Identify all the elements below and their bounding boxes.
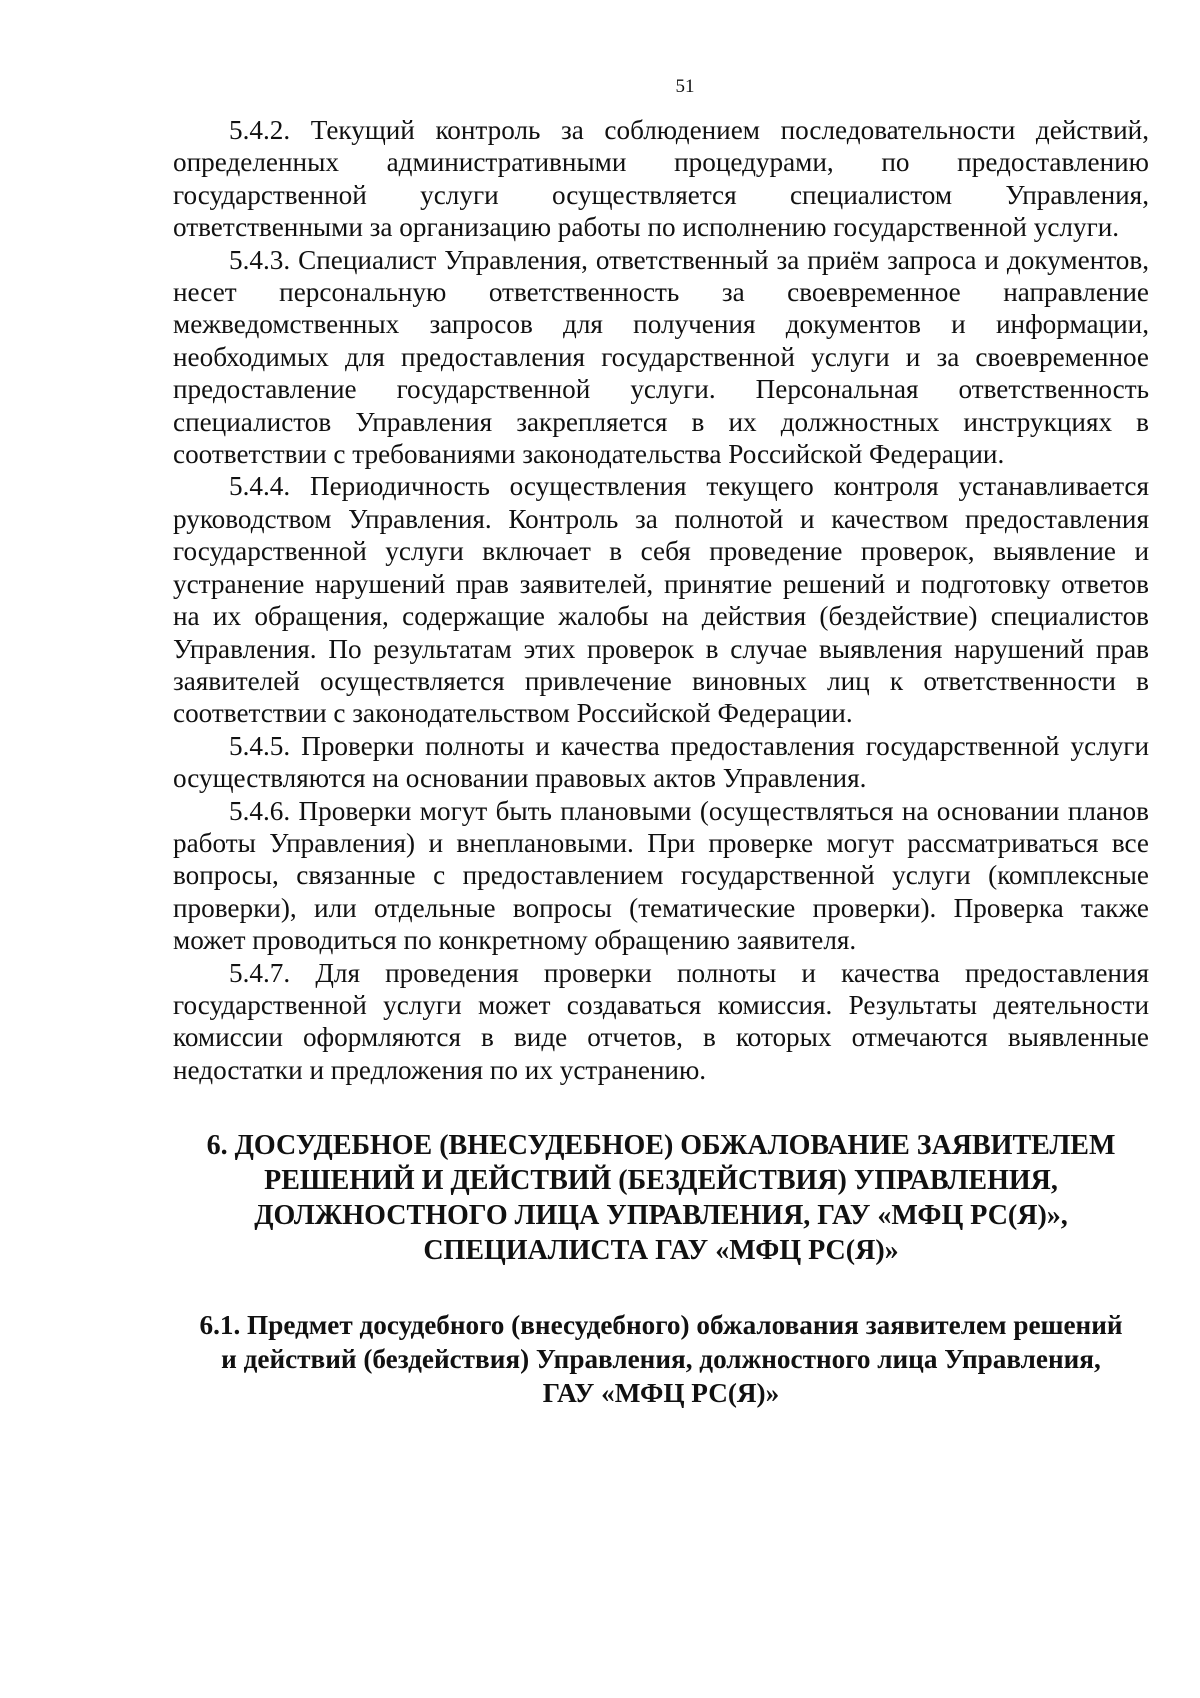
paragraph-5-4-3: 5.4.3. Специалист Управления, ответственный за приём запроса и документов, несет персональную ответственность за своевременное направление межведомственных запросов для получения документов и информации, необходимых для предоставления государственной услуги и за своевременное предоставление государственной услуги. Персональная ответственность специалистов Управления закрепляется в их должностных инструкциях в соответствии с требованиями законодательства Российской Федерации. (173, 244, 1149, 470)
paragraph-5-4-4: 5.4.4. Периодичность осуществления текущего контроля устанавливается руководством Управления. Контроль за полнотой и качеством предоставления государственной услуги включает в себя проведение проверок, выявление и устранение нарушений прав заявителей, принятие решений и подготовку ответов на их обращения, содержащие жалобы на действия (бездействие) специалистов Управления. По результатам этих проверок в случае выявления нарушений прав заявителей осуществляется привлечение виновных лиц к ответственности в соответствии с законодательством Российской Федерации. (173, 471, 1149, 729)
section-6-heading-line: 6. ДОСУДЕБНОЕ (ВНЕСУДЕБНОЕ) ОБЖАЛОВАНИЕ ЗАЯВИТЕЛЕМ (206, 1130, 1116, 1162)
subsection-6-1-heading (173, 1308, 1149, 1410)
paragraph-5-4-2: 5.4.2. Текущий контроль за соблюдением последовательности действий, определенных административными процедурами, по предоставлению государственной услуги осуществляется специалистом Управления, ответственными за организацию работы по исполнению государственной услуги. (173, 115, 1149, 243)
section-6-heading (173, 1128, 1149, 1268)
paragraph-5-4-5: 5.4.5. Проверки полноты и качества предоставления государственной услуги осуществляются на основании правовых актов Управления. (173, 730, 1149, 794)
subsection-6-1-heading-line: 6.1. Предмет досудебного (внесудебного) обжалования заявителем решений (199, 1310, 1123, 1341)
section-6-heading-line: СПЕЦИАЛИСТА ГАУ «МФЦ РС(Я)» (423, 1235, 899, 1267)
paragraph-5-4-7: 5.4.7. Для проведения проверки полноты и качества предоставления государственной услуги может создаваться комиссия. Результаты деятельности комиссии оформляются в виде отчетов, в которых отмечаются выявленные недостатки и предложения по их устранению. (173, 957, 1149, 1085)
section-6-heading-line: ДОЛЖНОСТНОГО ЛИЦА УПРАВЛЕНИЯ, ГАУ «МФЦ РС(Я)», (254, 1200, 1068, 1232)
subsection-6-1-heading-line: и действий (бездействия) Управления, должностного лица Управления, (221, 1344, 1101, 1375)
paragraph-5-4-6: 5.4.6. Проверки могут быть плановыми (осуществляться на основании планов работы Управления) и внеплановыми. При проверке могут рассматриваться все вопросы, связанные с предоставлением государственной услуги (комплексные проверки), или отдельные вопросы (тематические проверки). Проверка также может проводиться по конкретному обращению заявителя. (173, 795, 1149, 956)
subsection-6-1-heading-line: ГАУ «МФЦ РС(Я)» (542, 1378, 780, 1409)
page-number: 51 (675, 76, 695, 97)
section-6-heading-line: РЕШЕНИЙ И ДЕЙСТВИЙ (БЕЗДЕЙСТВИЯ) УПРАВЛЕНИЯ, (264, 1165, 1058, 1197)
document-page (173, 76, 1149, 1410)
